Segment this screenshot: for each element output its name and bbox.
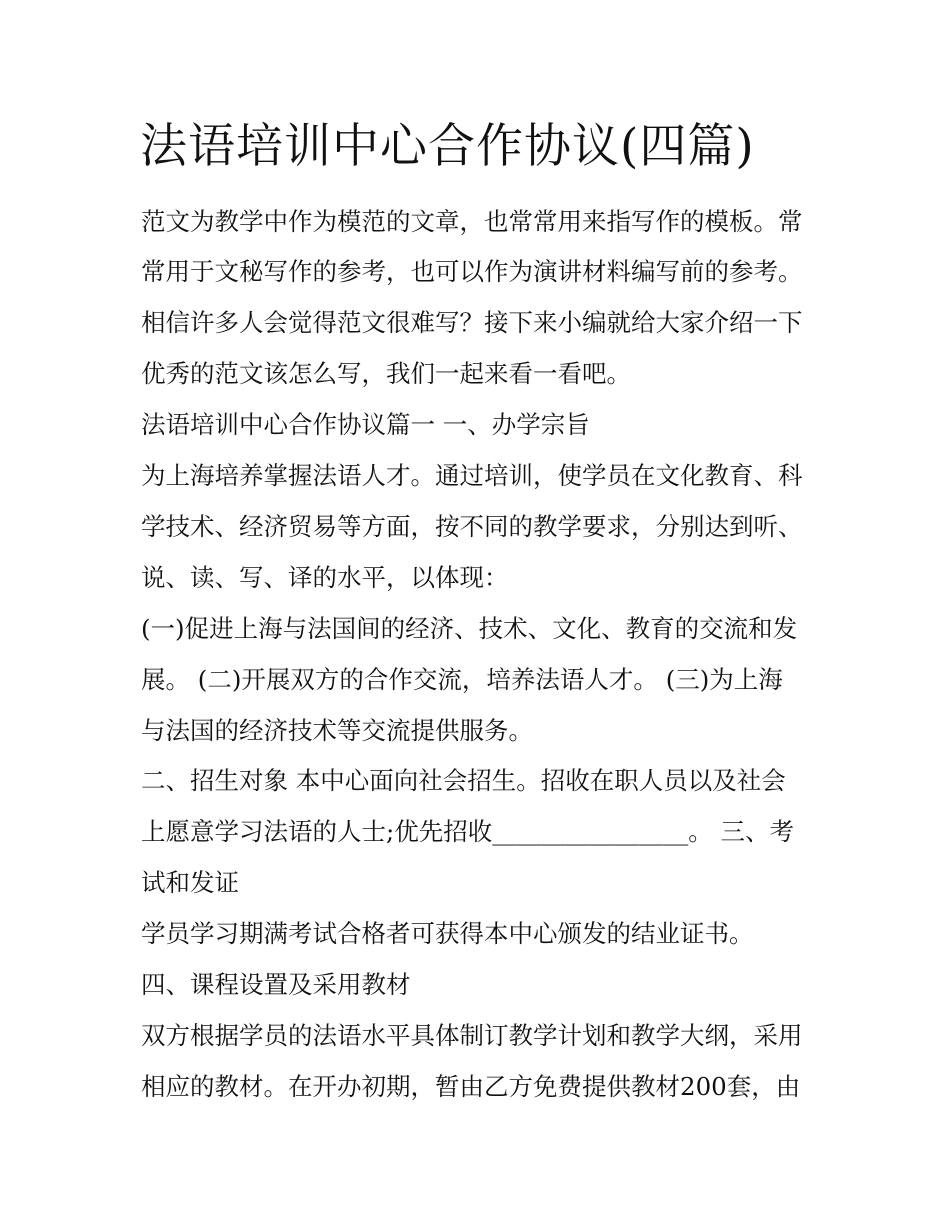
body-line: 学技术、经济贸易等方面，按不同的教学要求，分别达到听、 xyxy=(141,512,803,541)
body-line: 范文为教学中作为模范的文章，也常常用来指写作的模板。常 xyxy=(141,207,803,236)
body-line: 相应的教材。在开办初期，暂由乙方免费提供教材200套，由 xyxy=(141,1072,801,1101)
document-title: 法语培训中心合作协议(四篇) xyxy=(140,119,755,174)
body-line: 优秀的范文该怎么写，我们一起来看一看吧。 xyxy=(141,359,631,388)
body-line: 与法国的经济技术等交流提供服务。 xyxy=(141,716,533,745)
body-line: 双方根据学员的法语水平具体制订教学计划和教学大纲，采用 xyxy=(141,1021,803,1050)
body-line: 展。 (二)开展双方的合作交流，培养法语人才。 (三)为上海 xyxy=(141,665,783,694)
body-line: (一)促进上海与法国间的经济、技术、文化、教育的交流和发 xyxy=(141,614,798,643)
body-line: 学员学习期满考试合格者可获得本中心颁发的结业证书。 xyxy=(141,919,754,948)
body-line: 试和发证 xyxy=(141,868,239,897)
section-heading-line: 四、课程设置及采用教材 xyxy=(141,970,411,999)
section-heading-line: 二、招生对象 本中心面向社会招生。招收在职人员以及社会 xyxy=(141,766,786,795)
body-line: 为上海培养掌握法语人才。通过培训，使学员在文化教育、科 xyxy=(141,461,803,490)
body-line: 相信许多人会觉得范文很难写？接下来小编就给大家介绍一下 xyxy=(141,308,803,337)
body-line: 说、读、写、译的水平，以体现： xyxy=(141,563,509,592)
body-line: 常用于文秘写作的参考，也可以作为演讲材料编写前的参考。 xyxy=(141,257,803,286)
body-line: 上愿意学习法语的人士;优先招收________________。 三、考 xyxy=(141,817,795,846)
section-heading-line: 法语培训中心合作协议篇一 一、办学宗旨 xyxy=(141,410,590,439)
